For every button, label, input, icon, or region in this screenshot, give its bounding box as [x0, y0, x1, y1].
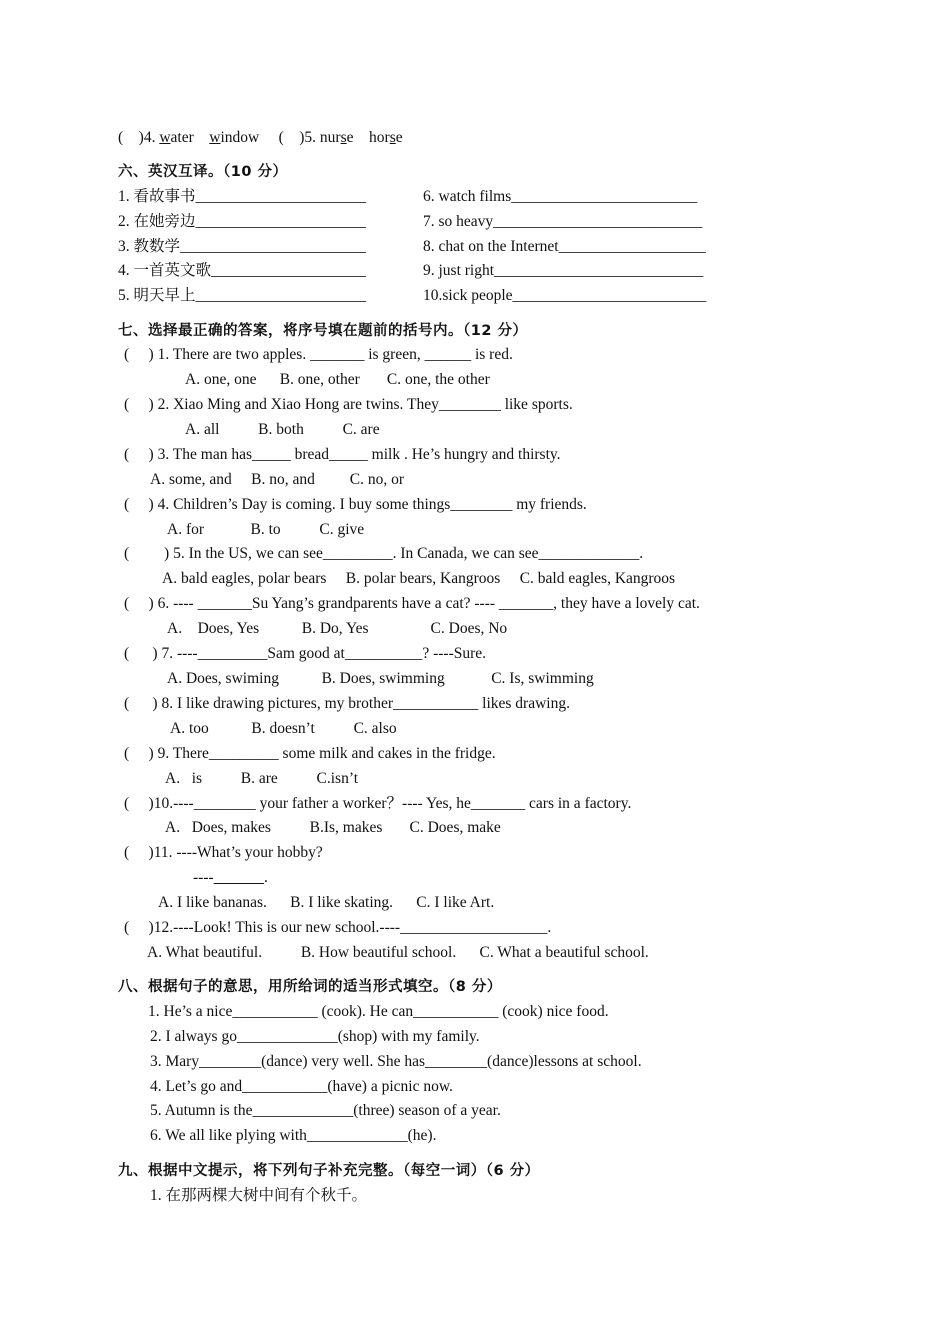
options-line: A. bald eagles, polar bears B. polar bears, Kangroos C. bald eagles, Kangroos — [162, 570, 676, 587]
section6-left-item: 1. 看故事书______________________ — [118, 188, 367, 205]
fill-in-line: 4. Let’s go and___________(have) a picnic now. — [150, 1078, 453, 1095]
options-line: A. What beautiful. B. How beautiful school. C. What a beautiful school. — [147, 944, 649, 961]
question-line: ( ) 1. There are two apples. _______ is green, ______ is red. — [124, 346, 513, 363]
fill-in-line: 6. We all like plying with_____________(he). — [150, 1127, 437, 1144]
answer-blank — [214, 869, 264, 886]
section6-right-item: 6. watch films________________________ — [423, 188, 698, 205]
options-line: A. one, one B. one, other C. one, the other — [185, 371, 490, 388]
section7-heading: 七、选择最正确的答案，将序号填在题前的括号内。（12 分） — [118, 323, 528, 339]
question-line: ( )11. ----What’s your hobby? — [124, 844, 323, 861]
options-line: A. for B. to C. give — [167, 521, 365, 538]
q5-word2-rest: e — [395, 129, 403, 146]
section6-right-item: 8. chat on the Internet___________________ — [423, 238, 706, 255]
section6-right-item: 7. so heavy___________________________ — [423, 213, 703, 230]
options-line: A. Does, Yes B. Do, Yes C. Does, No — [167, 620, 508, 637]
q4-word1-letter: w — [159, 129, 171, 146]
question-line: ( ) 3. The man has_____ bread_____ milk . He’s hungry and thirsty. — [124, 446, 561, 463]
options-line: A. all B. both C. are — [185, 421, 380, 438]
answer-line: ---- . — [193, 869, 268, 886]
section8-heading: 八、根据句子的意思，用所给词的适当形式填空。（8 分） — [118, 979, 502, 995]
fill-in-line: 3. Mary________(dance) very well. She has________(dance)lessons at school. — [150, 1053, 642, 1070]
q4-word1-rest: ater — [170, 129, 194, 146]
question-line: ( ) 7. ----_________Sam good at__________? ----Sure. — [124, 645, 487, 662]
question-line: ( ) 9. There_________ some milk and cakes in the fridge. — [124, 745, 496, 762]
question-line: ( ) 8. I like drawing pictures, my brother___________ likes drawing. — [124, 695, 570, 712]
fill-in-line: 2. I always go_____________(shop) with my family. — [150, 1028, 480, 1045]
fill-in-line: 1. He’s a nice___________ (cook). He can___________ (cook) nice food. — [148, 1003, 609, 1020]
fill-in-line: 5. Autumn is the_____________(three) season of a year. — [150, 1102, 501, 1119]
question-line: ( )10.----________ your father a worker？---- Yes, he_______ cars in a factory. — [124, 795, 632, 812]
options-line: A. Does, swiming B. Does, swimming C. Is, swimming — [167, 670, 594, 687]
q5-word2-letter: s — [389, 129, 396, 146]
question-line: ( ) 5. In the US, we can see_________. In Canada, we can see_____________. — [124, 545, 644, 562]
section9-heading: 九、根据中文提示，将下列句子补充完整。（每空一词）（6 分） — [118, 1163, 540, 1179]
section6-right-item: 9. just right___________________________ — [423, 262, 704, 279]
options-line: A. too B. doesn’t C. also — [170, 720, 397, 737]
section6-left-item: 5. 明天早上______________________ — [118, 287, 367, 304]
question-line: ( ) 6. ---- _______Su Yang’s grandparents have a cat? ---- _______, they have a lovely cat. — [124, 595, 700, 612]
options-line: A. I like bananas. B. I like skating. C. I like Art. — [158, 894, 495, 911]
section6-left-item: 2. 在她旁边______________________ — [118, 213, 367, 230]
options-line: A. is B. are C.isn’t — [165, 770, 359, 787]
q5-word2-pre: hor — [369, 129, 390, 146]
answer-dash: ---- — [193, 869, 214, 886]
q5-prefix: ( )5. nur — [278, 129, 341, 146]
q5-word1-rest: e — [346, 129, 354, 146]
section6-heading: 六、英汉互译。（10 分） — [118, 164, 288, 180]
question-line: ( ) 2. Xiao Ming and Xiao Hong are twins. They________ like sports. — [124, 396, 573, 413]
translation-prompt: 1. 在那两棵大树中间有个秋千。 — [150, 1187, 368, 1204]
section6-left-item: 3. 教数学________________________ — [118, 238, 367, 255]
section6-right-item: 10.sick people_________________________ — [423, 287, 707, 304]
section5-question-4-5 — [118, 128, 403, 148]
q4-word2-letter: w — [209, 129, 221, 146]
question-line: ( )12.----Look! This is our new school.----___________________. — [124, 919, 552, 936]
section6-left-item: 4. 一首英文歌____________________ — [118, 262, 367, 279]
q5-word1-letter: s — [340, 129, 347, 146]
question-line: ( ) 4. Children’s Day is coming. I buy some things________ my friends. — [124, 496, 587, 513]
options-line: A. Does, makes B.Is, makes C. Does, make — [165, 819, 501, 836]
q4-word2-rest: indow — [220, 129, 260, 146]
q4-prefix: ( )4. — [118, 129, 160, 146]
options-line: A. some, and B. no, and C. no, or — [150, 471, 405, 488]
